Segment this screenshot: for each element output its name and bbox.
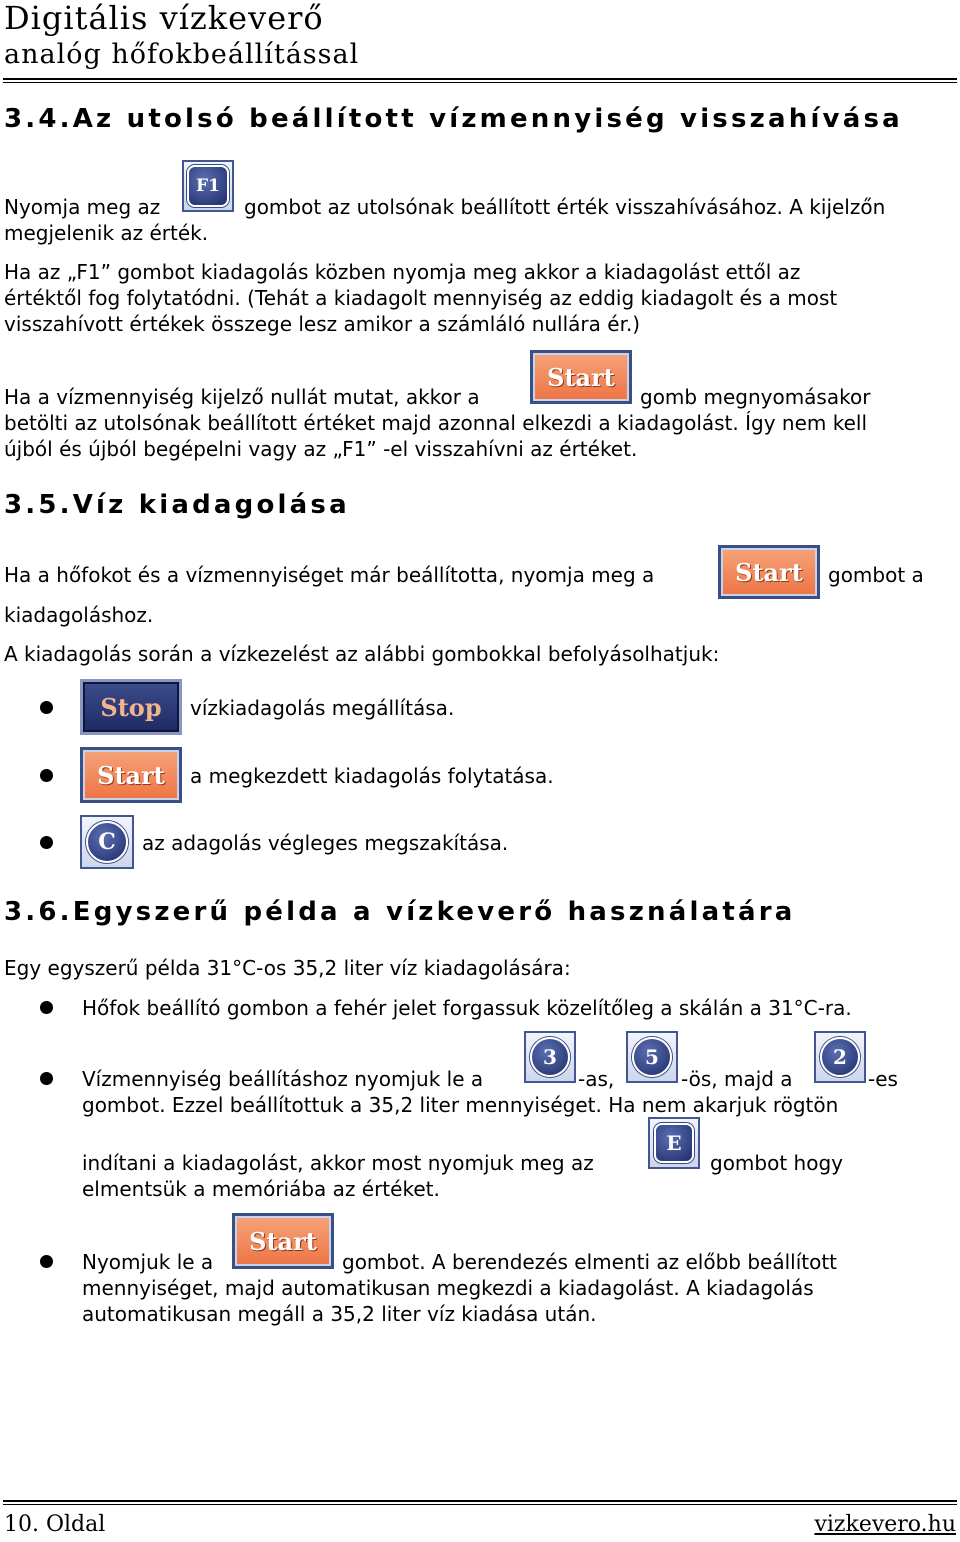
s36-bullet2-es: -es	[868, 1067, 898, 1091]
s34-p1-end: gombot az utolsónak beállított érték visszahívásához. A kijelzőn	[244, 195, 886, 219]
section-3-6-heading: 3.6.Egyszerű példa a vízkeverő használatára	[4, 897, 796, 927]
s36-bullet1: Hőfok beállító gombon a fehér jelet forgassuk közelítőleg a skálán a 31°C-ra.	[82, 996, 852, 1020]
s34-p1-line2: megjelenik az érték.	[4, 221, 209, 245]
document-title: Digitális vízkeverő	[4, 0, 324, 37]
s35-bullet1: vízkiadagolás megállítása.	[190, 696, 455, 720]
bullet	[40, 836, 53, 849]
footer-rule	[3, 1500, 957, 1505]
s34-p3-start: Ha a vízmennyiség kijelző nullát mutat, akkor a	[4, 385, 480, 409]
s35-p1-end: gombot a	[828, 563, 924, 587]
start-button-icon: Start	[718, 545, 820, 599]
s36-bullet2-line2: gombot. Ezzel beállítottuk a 35,2 liter mennyiséget. Ha nem akarjuk rögtön	[82, 1093, 839, 1117]
s36-bullet2-line3-end: gombot hogy	[710, 1151, 843, 1175]
s36-bullet2-start: Vízmennyiség beállításhoz nyomjuk le a	[82, 1067, 484, 1091]
key-5-icon	[626, 1031, 678, 1083]
f1-key-label: F1	[187, 165, 229, 207]
s35-bullet3: az adagolás végleges megszakítása.	[142, 831, 509, 855]
key-3-icon	[524, 1031, 576, 1083]
clear-key-icon	[80, 815, 134, 869]
key-3-label: 3	[530, 1037, 570, 1077]
start-button-icon: Start	[530, 350, 632, 404]
start-button-icon: Start	[232, 1213, 334, 1269]
bullet	[40, 769, 53, 782]
key-2-label: 2	[820, 1037, 860, 1077]
s35-p1-start: Ha a hőfokot és a vízmennyiséget már beállította, nyomja meg a	[4, 563, 655, 587]
s34-p2-line1: Ha az „F1” gombot kiadagolás közben nyomja meg akkor a kiadagolást ettől az	[4, 260, 801, 284]
s34-p3-end: gomb megnyomásakor	[640, 385, 871, 409]
s36-intro: Egy egyszerű példa 31°C-os 35,2 liter víz kiadagolására:	[4, 956, 571, 980]
enter-key-icon	[648, 1117, 700, 1169]
section-3-4-heading: 3.4.Az utolsó beállított vízmennyiség visszahívása	[4, 104, 903, 134]
bullet	[40, 1001, 53, 1014]
header-rule	[3, 78, 957, 83]
s36-bullet3-line3: automatikusan megáll a 35,2 liter víz kiadása után.	[82, 1302, 597, 1326]
s34-p3-line3: újból és újból begépelni vagy az „F1” -el visszahívni az értéket.	[4, 437, 638, 461]
s36-bullet2-line4: elmentsük a memóriába az értéket.	[82, 1177, 440, 1201]
clear-key-label: C	[86, 821, 128, 863]
page-number: 10. Oldal	[4, 1512, 106, 1537]
s35-p2: A kiadagolás során a vízkezelést az alábbi gombokkal befolyásolhatjuk:	[4, 642, 720, 666]
s34-p2-line2: értéktől fog folytatódni. (Tehát a kiadagolt mennyiség az eddig kiadagolt és a most	[4, 286, 838, 310]
stop-button-icon: Stop	[80, 679, 182, 735]
f1-key-icon	[182, 160, 234, 212]
s36-bullet3-start: Nyomjuk le a	[82, 1250, 214, 1274]
s34-p1-start: Nyomja meg az	[4, 195, 161, 219]
s35-p1-line2: kiadagoláshoz.	[4, 603, 154, 627]
s34-p3-line2: betölti az utolsónak beállított értéket majd azonnal elkezdi a kiadagolást. Így nem kell	[4, 411, 868, 435]
s35-bullet2: a megkezdett kiadagolás folytatása.	[190, 764, 554, 788]
enter-key-label: E	[654, 1123, 694, 1163]
s36-bullet3-line2: mennyiséget, majd automatikusan megkezdi a kiadagolást. A kiadagolás	[82, 1276, 814, 1300]
s36-bullet2-line3-start: indítani a kiadagolást, akkor most nyomjuk meg az	[82, 1151, 594, 1175]
s34-p2-line3: visszahívott értékek összege lesz amikor a számláló nullára ér.)	[4, 312, 641, 336]
bullet	[40, 701, 53, 714]
key-5-label: 5	[632, 1037, 672, 1077]
s36-bullet3-end: gombot. A berendezés elmenti az előbb beállított	[342, 1250, 838, 1274]
bullet	[40, 1255, 53, 1268]
section-3-5-heading: 3.5.Víz kiadagolása	[4, 490, 350, 520]
website-link[interactable]: vizkevero.hu	[814, 1512, 956, 1537]
s36-bullet2-as: -as,	[578, 1067, 615, 1091]
key-2-icon	[814, 1031, 866, 1083]
start-button-icon: Start	[80, 747, 182, 803]
s36-bullet2-os: -ös, majd a	[681, 1067, 793, 1091]
bullet	[40, 1072, 53, 1085]
document-subtitle: analóg hőfokbeállítással	[4, 39, 360, 70]
